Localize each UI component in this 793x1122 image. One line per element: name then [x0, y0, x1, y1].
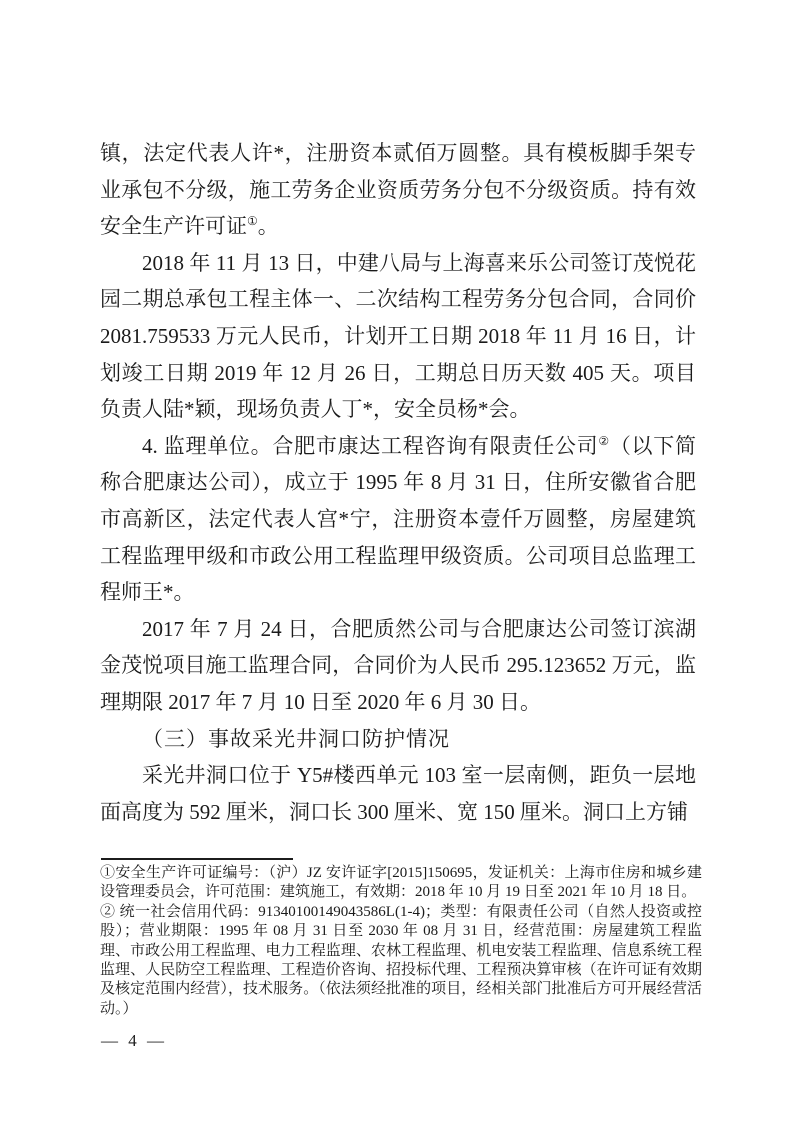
- footnote-ref-icon: ①: [247, 214, 258, 229]
- body-paragraph: 2018 年 11 月 13 日，中建八局与上海喜来乐公司签订茂悦花园二期总承包工程主体一、二次结构工程劳务分包合同，合同价 2081.759533 万元人民币，计划开工日期 2018 年 11 月 16 日，计划竣工日期 2019 年 12 月 26 日，工期总日历天数 405 天。项目负责人陆*颖，现场负责人丁*，安全员杨*会。: [100, 250, 696, 422]
- page-number: — 4 —: [101, 1031, 167, 1050]
- body-paragraph: 镇，法定代表人许*，注册资本贰佰万圆整。具有模板脚手架专业承包不分级，施工劳务企业资质劳务分包不分级资质。持有效安全生产许可证①。: [100, 141, 696, 239]
- body-paragraph: 采光井洞口位于 Y5#楼西单元 103 室一层南侧，距负一层地面高度为 592 厘米，洞口长 300 厘米、宽 150 厘米。洞口上方铺: [100, 763, 696, 824]
- body-paragraph: 4. 监理单位。合肥市康达工程咨询有限责任公司②（以下简称合肥康达公司），成立于 1995 年 8 月 31 日，住所安徽省合肥市高新区，法定代表人宫*宁，注册资本壹仟万圆整，房屋建筑工程监理甲级和市政公用工程监理甲级资质。公司项目总监理工程师王*。: [100, 433, 697, 605]
- footnote-separator: [101, 858, 293, 860]
- footnote: ② 统一社会信用代码：91340100149043586L(1-4)；类型：有限责任公司（自然人投资或控股）；营业期限：1995 年 08 月 31 日至 2030 年 08 月 31 日，经营范围：房屋建筑工程监理、市政公用工程监理、电力工程监理、农林工程监理、机电安装工程监理、信息系统工程监理、人民防空工程监理、工程造价咨询、招投标代理、工程预决算审核（在许可证有效期及核定范围内经营），技术服务。（依法须经批准的项目，经相关部门批准后方可开展经营活动。）: [100, 903, 702, 1017]
- document-body: [100, 135, 696, 830]
- footnote: ①安全生产许可证编号：（沪）JZ 安许证字[2015]150695，发证机关：上海市住房和城乡建设管理委员会，许可范围：建筑施工，有效期：2018 年 10 月 19 日至 2021 年 10 月 18 日。: [100, 865, 702, 901]
- footnote-ref-icon: ②: [598, 433, 610, 448]
- section-heading: （三）事故采光井洞口防护情况: [142, 726, 450, 751]
- body-paragraph: 2017 年 7 月 24 日，合肥质然公司与合肥康达公司签订滨湖金茂悦项目施工监理合同，合同价为人民币 295.123652 万元，监理期限 2017 年 7 月 10 日至 2020 年 6 月 30 日。: [100, 616, 696, 714]
- footnotes: [100, 864, 702, 1019]
